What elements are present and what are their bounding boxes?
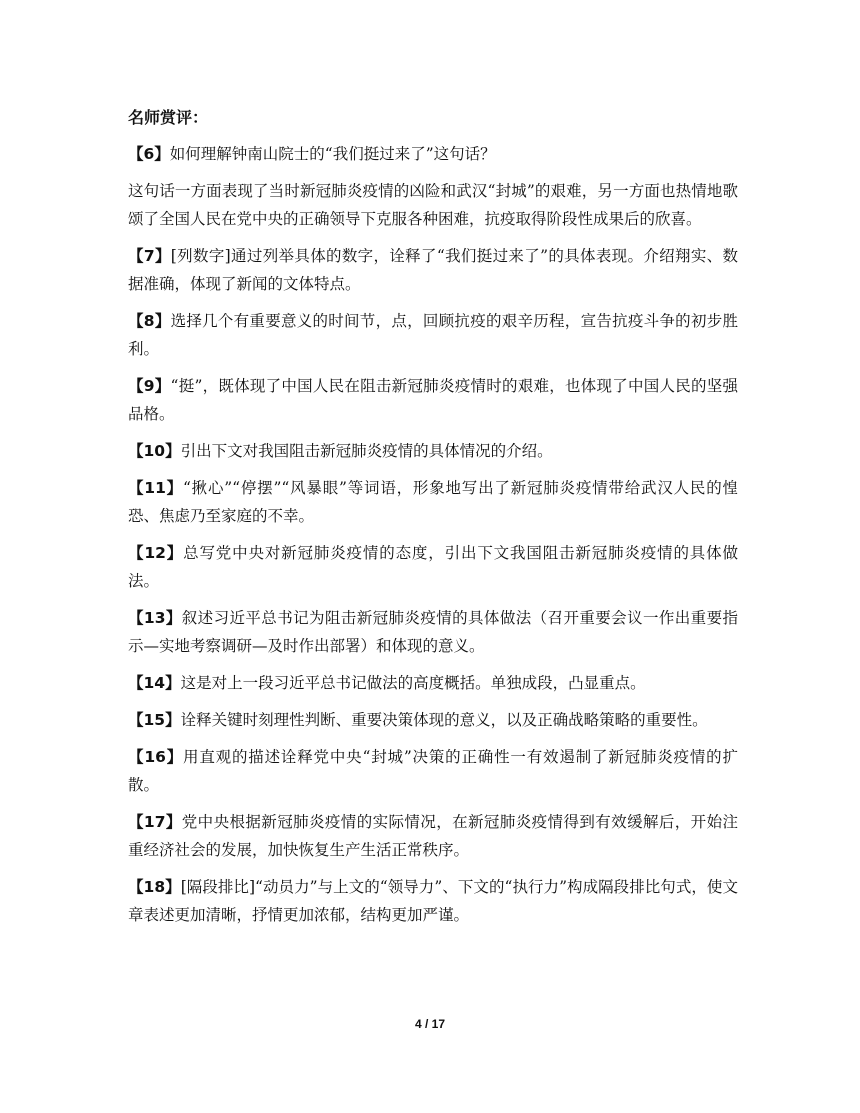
comment-text: 这是对上一段习近平总书记做法的高度概括。单独成段，凸显重点。 (180, 674, 646, 692)
comment-marker: 【8】 (128, 312, 171, 330)
comment-marker: 【6】 (128, 145, 170, 163)
comment-marker: 【14】 (128, 674, 181, 692)
comment-paragraph (128, 437, 738, 465)
page-number: 4 / 17 (414, 1017, 446, 1031)
comment-marker: 【13】 (128, 609, 182, 627)
comment-paragraph (128, 669, 738, 697)
comment-marker: 【18】 (128, 878, 181, 896)
comment-text: 总写党中央对新冠肺炎疫情的态度，引出下文我国阻击新冠肺炎疫情的具体做法。 (128, 544, 738, 590)
comment-paragraph (128, 539, 738, 595)
comment-text: 诠释关键时刻理性判断、重要决策体现的意义，以及正确战略策略的重要性。 (180, 711, 708, 729)
comment-text: 如何理解钟南山院士的“我们挺过来了”这句话？ (169, 145, 496, 163)
comment-text: 党中央根据新冠肺炎疫情的实际情况，在新冠肺炎疫情得到有效缓解后，开始注重经济社会的发展，加快恢复生产生活正常秩序。 (128, 813, 738, 859)
comment-paragraph (128, 140, 738, 168)
comment-paragraph (128, 706, 738, 734)
comment-paragraph (128, 743, 738, 799)
comment-marker: 【7】 (128, 247, 171, 265)
comment-paragraph (128, 242, 738, 298)
section-heading: 名师赏评： (128, 108, 209, 127)
comment-text: 这句话一方面表现了当时新冠肺炎疫情的凶险和武汉“封城”的艰难，另一方面也热情地歌颂了全国人民在党中央的正确领导下克服各种困难，抗疫取得阶段性成果后的欣喜。 (128, 182, 738, 228)
comment-text: 选择几个有重要意义的时间节，点，回顾抗疫的艰辛历程，宣告抗疫斗争的初步胜利。 (128, 312, 738, 358)
comment-text: 叙述习近平总书记为阻击新冠肺炎疫情的具体做法（召开重要会议一作出重要指示—实地考察调研—及时作出部署）和体现的意义。 (128, 609, 738, 655)
comment-text: [列数字]通过列举具体的数字，诠释了“我们挺过来了”的具体表现。介绍翔实、数据准确，体现了新闻的文体特点。 (128, 247, 738, 293)
comment-paragraph (128, 307, 738, 363)
comment-text: “揪心”“停摆”“风暴眼”等词语，形象地写出了新冠肺炎疫情带给武汉人民的惶恐、焦虑乃至家庭的不幸。 (128, 479, 738, 525)
comment-marker: 【11】 (128, 479, 183, 497)
comment-paragraph (128, 604, 738, 660)
comment-text: “挺”，既体现了中国人民在阻击新冠肺炎疫情时的艰难，也体现了中国人民的坚强品格。 (128, 377, 738, 423)
comment-text: 用直观的描述诠释党中央“封城”决策的正确性一有效遏制了新冠肺炎疫情的扩散。 (128, 748, 738, 794)
comment-marker: 【10】 (128, 442, 181, 460)
comment-text: [隔段排比]“动员力”与上文的“领导力”、下文的“执行力”构成隔段排比句式，使文章表述更加清晰，抒情更加浓郁，结构更加严谨。 (128, 878, 738, 924)
comment-marker: 【17】 (128, 813, 182, 831)
comment-paragraph (128, 873, 738, 929)
comment-marker: 【16】 (128, 748, 184, 766)
comment-marker: 【15】 (128, 711, 181, 729)
comment-paragraph (128, 372, 738, 428)
comment-paragraph (128, 808, 738, 864)
comment-marker: 【9】 (128, 377, 171, 395)
comment-paragraph (128, 474, 738, 530)
document-body (128, 104, 738, 938)
comment-text: 引出下文对我国阻击新冠肺炎疫情的具体情况的介绍。 (180, 442, 553, 460)
comment-marker: 【12】 (128, 544, 184, 562)
comment-paragraph (128, 177, 738, 233)
